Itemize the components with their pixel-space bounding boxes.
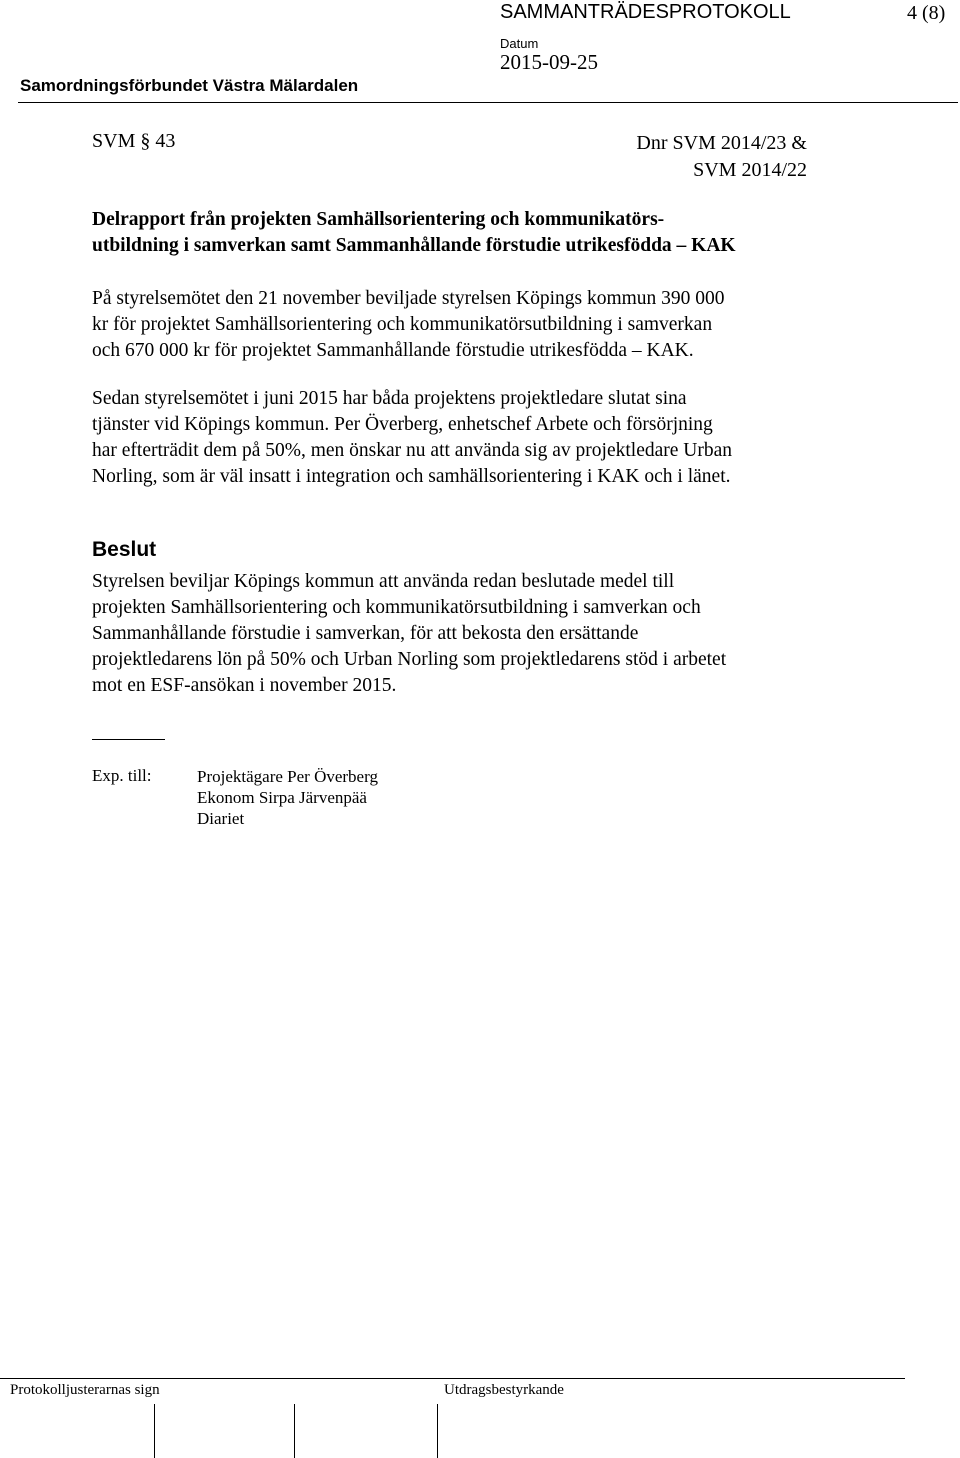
header-divider <box>18 102 958 103</box>
date-label: Datum <box>500 36 539 51</box>
footer-divider <box>0 1378 905 1379</box>
page-number: 4 (8) <box>907 2 946 24</box>
text-line: projektledarens lön på 50% och Urban Norling som projektledarens stöd i arbetet <box>92 649 727 670</box>
document-type: SAMMANTRÄDESPROTOKOLL <box>500 1 791 23</box>
title-line: Delrapport från projekten Samhällsorientering och kommunikatörs- <box>92 209 665 230</box>
text-line: Norling, som är väl insatt i integration och samhällsorientering i KAK och i länet. <box>92 466 731 487</box>
organization-name: Samordningsförbundet Västra Mälardalen <box>20 76 359 95</box>
registration-number <box>636 130 807 184</box>
recipient: Projektägare Per Överberg <box>197 767 378 786</box>
case-number: SVM § 43 <box>92 130 176 152</box>
text-line: tjänster vid Köpings kommun. Per Överberg, enhetschef Arbete och försörjning <box>92 414 713 435</box>
text-line: Sammanhållande förstudie i samverkan, för att bekosta den ersättande <box>92 623 639 644</box>
meeting-date: 2015-09-25 <box>500 50 598 74</box>
distribution-label: Exp. till: <box>92 766 152 785</box>
signature-box-divider <box>437 1404 438 1458</box>
paragraph-staffing <box>92 386 732 490</box>
dnr-line: Dnr SVM 2014/23 & <box>636 132 807 154</box>
decision-heading: Beslut <box>92 538 157 561</box>
text-line: har efterträdit dem på 50%, men önskar nu att använda sig av projektledare Urban <box>92 440 733 461</box>
text-line: kr för projektet Samhällsorientering och kommunikatörsutbildning i samverkan <box>92 314 713 335</box>
extract-certification-label: Utdragsbestyrkande <box>444 1382 564 1398</box>
text-line: mot en ESF-ansökan i november 2015. <box>92 675 397 696</box>
text-line: projekten Samhällsorientering och kommunikatörsutbildning i samverkan och <box>92 597 701 618</box>
signature-box-divider <box>154 1404 155 1458</box>
adjusters-signature-label: Protokolljusterarnas sign <box>10 1382 160 1398</box>
recipient: Diariet <box>197 809 245 828</box>
dnr-line: SVM 2014/22 <box>693 159 807 181</box>
text-line: Styrelsen beviljar Köpings kommun att använda redan beslutade medel till <box>92 571 675 592</box>
section-title <box>92 207 736 259</box>
decision-text <box>92 569 726 699</box>
text-line: Sedan styrelsemötet i juni 2015 har båda projektens projektledare slutat sina <box>92 388 687 409</box>
distribution-list <box>197 766 378 829</box>
paragraph-background <box>92 286 725 364</box>
title-line: utbildning i samverkan samt Sammanhållande förstudie utrikesfödda – KAK <box>92 235 736 256</box>
recipient: Ekonom Sirpa Järvenpää <box>197 788 367 807</box>
text-line: På styrelsemötet den 21 november beviljade styrelsen Köpings kommun 390 000 <box>92 288 725 309</box>
signature-box-divider <box>294 1404 295 1458</box>
text-line: och 670 000 kr för projektet Sammanhållande förstudie utrikesfödda – KAK. <box>92 340 694 361</box>
section-divider <box>92 739 165 740</box>
